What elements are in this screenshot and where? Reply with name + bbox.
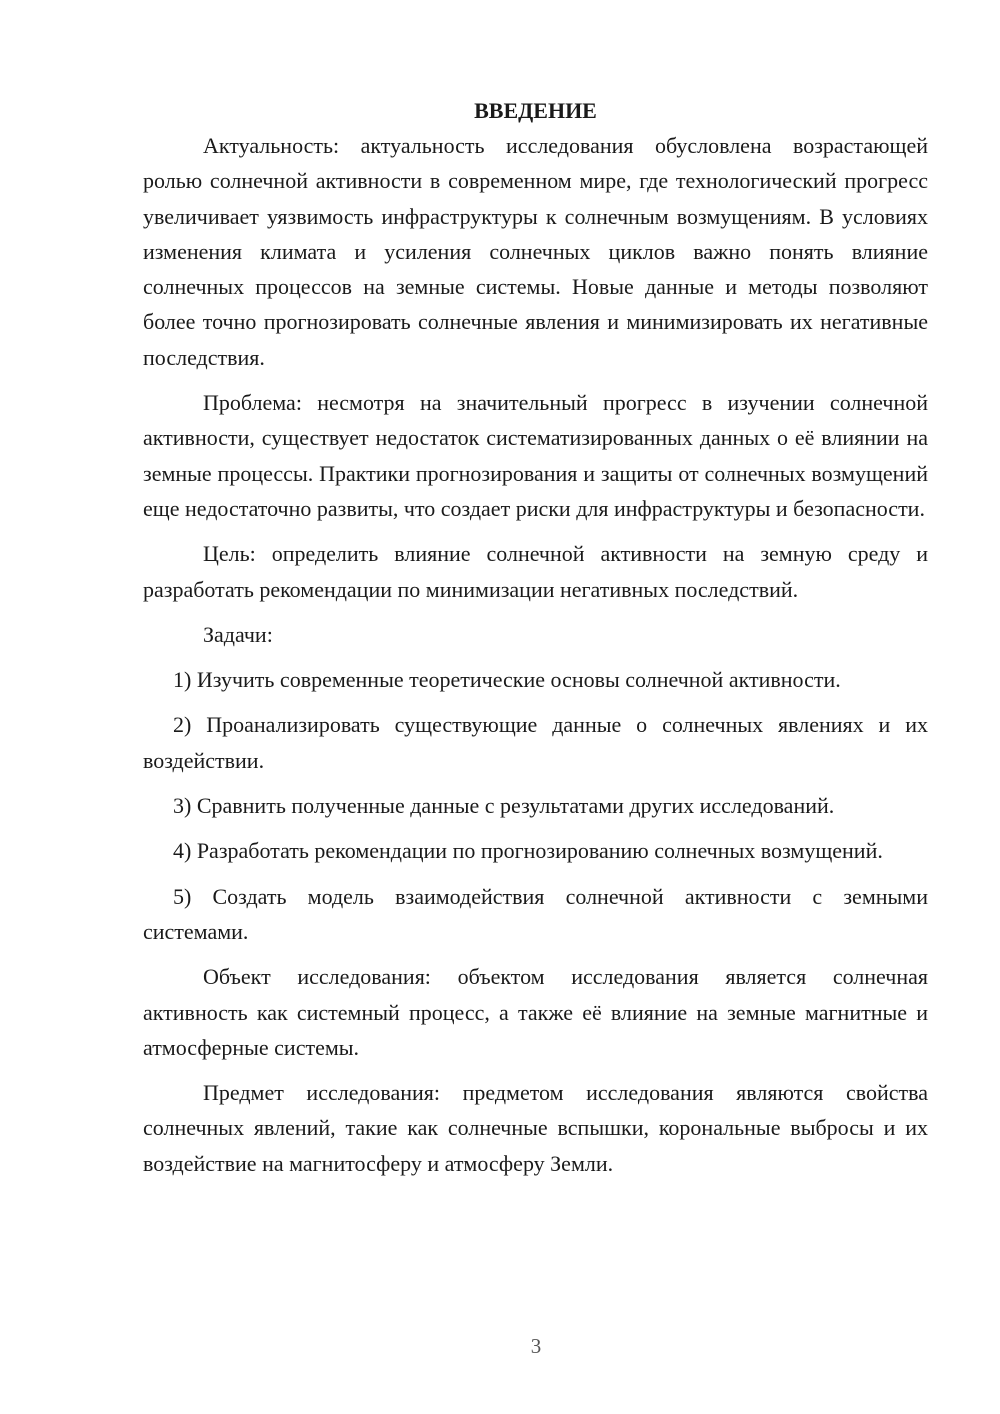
page-number: 3 [530,1334,542,1358]
paragraph-relevance: Актуальность: актуальность исследования обусловлена возрастающей ролью солнечной активности в современном мире, где технологический прогресс увеличивает уязвимость инфраструктуры к солнечным возмущениям. В условиях изменения климата и усиления солнечных циклов важно понять влияние солнечных процессов на земные системы. Новые данные и методы позволяют более точно прогнозировать солнечные явления и минимизировать их негативные последствия. [143,133,928,370]
paragraph-subject: Предмет исследования: предметом исследования являются свойства солнечных явлений, такие как солнечные вспышки, корональные выбросы и их воздействие на магнитосферу и атмосферу Земли. [143,1080,928,1176]
task-item-2: 2) Проанализировать существующие данные о солнечных явлениях и их воздействии. [143,712,928,773]
paragraph-object: Объект исследования: объектом исследования является солнечная активность как системный процесс, а также её влияние на земные магнитные и атмосферные системы. [143,964,928,1060]
document-page [143,96,928,1181]
paragraph-goal: Цель: определить влияние солнечной активности на земную среду и разработать рекомендации по минимизации негативных последствий. [143,541,928,602]
task-item-1: 1) Изучить современные теоретические основы солнечной активности. [173,667,841,693]
task-item-4: 4) Разработать рекомендации по прогнозированию солнечных возмущений. [173,838,883,864]
section-title: ВВЕДЕНИЕ [474,98,597,123]
paragraph-problem: Проблема: несмотря на значительный прогресс в изучении солнечной активности, существует недостаток систематизированных данных о её влиянии на земные процессы. Практики прогнозирования и защиты от солнечных возмущений еще недостаточно развиты, что создает риски для инфраструктуры и безопасности. [143,390,928,521]
paragraph-tasks-heading: Задачи: [203,621,273,647]
task-item-3: 3) Сравнить полученные данные с результатами других исследований. [173,793,835,819]
task-item-5: 5) Создать модель взаимодействия солнечной активности с земными системами. [143,883,928,944]
